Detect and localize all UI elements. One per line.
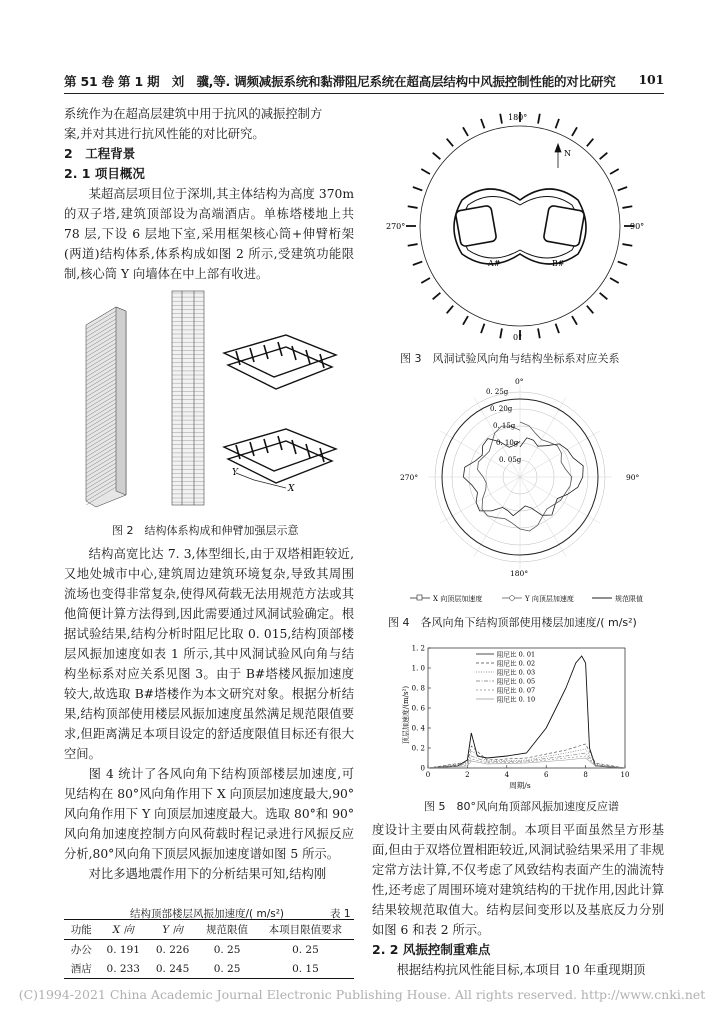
cell: 0. 25 [213,943,241,956]
x-axis-label: 周期/s [509,781,531,790]
label-90: 90° [630,222,645,231]
paragraph-project-overview: 某超高层项目位于深圳,其主体结构为高度 370m 的双子塔,建筑顶部设为高端酒店。单栋塔楼地上共 78 层,下设 6 层地下室,采用框架核心筒+伸臂桁架(两道)结构体系,体系构成如图 2 所示,受建筑功能限制,核心筒 Y 向墙体在中上部有收进。 [64,187,354,281]
building-plan [454,189,586,264]
paragraph-wind-tunnel: 结构高宽比达 7. 3,体型细长,由于双塔相距较近,又地处城市中心,建筑周边建筑环境复杂,导致其周围流场也变得非常复杂,使得风荷载无法用规范方法或其他简便计算方法得到,因此需要通过风洞试验确定。根据试验结果,结构分析时阻尼比取 0. 015,结构顶部楼层风振加速度如表 1 所示,其中风洞试验风向角与结构坐标系对应关系见图 3。由于 B#塔楼风振加速度较大,故选取 B#塔楼作为本文研究对象。根据分析结果,结构顶部使用楼层风振加速度虽然满足规范限值要求,但距离满足本项目设定的舒适度限值目标还有很大空间。 [64,547,354,761]
intro-line-1: 系统作为在超高层建筑中用于抗风的减振控制方 [64,107,323,121]
direction-arrow [433,293,441,299]
x-tick-label: 0 [425,771,431,779]
paragraph-continued: 度设计主要由风荷载控制。本项目平面虽然呈方形基面,但由于双塔位置相距较近,风洞试验结果采用了非规定常方法计算,不仅考虑了风致结构表面产生的湍流特性,还考虑了周围环境对建筑结构的干扰作用,因此计算结果较规范取值大。结构层间变形以及基底反力分别如图 6 和表 2 所示。 [372,823,664,937]
tower-3d-view [86,307,126,507]
angle-label-180: 180° [510,569,529,578]
direction-arrow [421,278,430,283]
radial-tick: 0. 05g [499,456,522,464]
section-2-heading: 2 工程背景 [64,146,136,161]
direction-arrow [463,127,468,136]
direction-arrow [481,119,484,128]
paragraph-seismic: 对比多遇地震作用下的分析结果可知,结构刚 [88,867,327,881]
table-1-label: 表 1 [330,908,351,920]
axis-x-label: X [288,484,295,494]
cell: 0. 191 [106,943,140,956]
direction-arrow [500,114,502,124]
left-column-bottom [64,544,354,884]
col-y: Y 向 [162,924,183,936]
direction-arrow [413,187,422,190]
running-title: 第 51 卷 第 1 期 刘 骥,等. 调频减振系统和黏滞阻尼系统在超高层结构中风振控制性能的对比研究 [64,74,616,89]
legend-label: 阻尼比 0. 02 [497,659,536,668]
axis-y-label: Y [232,468,238,478]
direction-arrow [587,306,593,314]
left-column-top [64,104,354,284]
direction-arrow [622,206,632,208]
cell: 酒店 [70,963,92,975]
radial-tick: 0. 25g [486,388,509,396]
label-tower-b: B# [552,259,565,268]
cell: 0. 25 [292,943,319,956]
direction-arrow [572,127,577,136]
series-line [428,758,625,768]
radial-tick: 0. 15g [493,422,516,430]
intro-line-2: 案,并对其进行抗风性能的对比研究。 [64,127,265,141]
table-1 [64,919,354,979]
x-tick-label: 10 [620,771,630,779]
figure-4-polar [380,372,670,612]
header-rule [64,93,664,94]
figure-5-spectrum [400,640,640,790]
direction-arrow [421,169,430,174]
series-x-acceleration [463,438,583,516]
legend-label: 阻尼比 0. 10 [497,695,536,704]
chart-legend [476,650,535,704]
angle-label-270: 270° [400,473,419,482]
polar-grid [428,385,612,569]
direction-arrow [610,278,619,283]
figure-4-legend [410,594,643,603]
col-code-limit: 规范限值 [206,924,249,936]
table-row [64,940,354,960]
legend-label: 阻尼比 0. 03 [497,668,536,677]
north-label: N [564,149,571,158]
y-tick-label: 0. 2 [411,744,425,753]
y-tick-label: 0. 4 [411,724,425,733]
cell: 办公 [70,944,92,956]
direction-arrow [587,139,593,147]
y-tick-label: 0. 6 [411,704,425,713]
direction-arrow [433,153,441,159]
direction-arrow [618,187,627,190]
figure-3-caption: 图 3 风洞试验风向角与结构坐标系对应关系 [400,352,620,365]
direction-arrow [538,328,540,338]
direction-arrows [406,112,634,340]
cell: 0. 245 [155,962,190,975]
direction-arrow [618,262,627,265]
col-function: 功能 [70,924,92,936]
cell: 0. 25 [213,962,241,975]
x-tick-label: 6 [543,771,549,779]
series-line [428,744,625,768]
figure-2-structure [64,285,354,515]
section-2-2-heading: 2. 2 风振控制重难点 [372,942,491,957]
angle-label-90: 90° [626,473,640,482]
y-tick-label: 0 [420,764,425,773]
direction-arrow [408,206,418,208]
page-number: 101 [638,72,664,87]
direction-arrow [622,244,632,246]
y-tick-label: 0. 8 [411,684,425,693]
legend-x: X 向顶层加速度 [433,595,483,603]
direction-circle [420,126,620,326]
truss-member [292,440,296,454]
x-tick-label: 8 [583,771,588,779]
paragraph-performance-target: 根据结构抗风性能目标,本项目 10 年重现期顶 [396,963,646,977]
y-axis-label: 顶层加速度/(m/s²) [402,685,410,745]
direction-arrow [408,244,418,246]
cell: 0. 233 [106,962,140,975]
y-tick-label: 1. 2 [411,644,425,653]
col-x: X 向 [112,924,134,936]
direction-arrow [610,169,619,174]
direction-arrow [556,324,559,333]
direction-arrow [413,262,422,265]
label-0: 0° [513,333,523,342]
table-row [64,959,354,979]
label-180: 180° [508,113,528,122]
table-header-row [64,920,354,940]
y-tick-label: 1. 0 [411,664,425,673]
truss-member [250,348,254,362]
north-arrow [555,144,561,168]
label-270: 270° [386,222,406,231]
truss-member [264,439,268,453]
cell: 0. 226 [155,943,190,956]
direction-arrow [572,316,577,325]
direction-arrow [556,119,559,128]
angle-label-0: 0° [515,377,524,386]
radial-tick: 0. 20g [490,405,513,413]
table-1-title: 结构顶部楼层风振加速度/( m/s²) [130,908,285,920]
figure-4-caption: 图 4 各风向角下结构顶部使用楼层加速度/( m/s²) [388,616,637,629]
figure-5-caption: 图 5 80°风向角顶部风振加速度反应谱 [424,800,619,813]
direction-arrow [463,316,468,325]
copyright-footer: (C)1994-2021 China Academic Journal Electronic Publishing House. All rights reserved. http://www.cnki.net [18,987,706,1002]
tower-elevation-view [172,291,204,505]
truss-member [264,345,268,359]
direction-arrow [600,153,608,159]
direction-arrow [447,139,453,147]
legend-label: 阻尼比 0. 01 [497,650,536,659]
direction-arrow [538,114,540,124]
right-column-bottom [372,820,664,980]
outrigger-upper [224,335,336,389]
direction-arrow [600,293,608,299]
figure-2-caption: 图 2 结构体系构成和伸臂加强层示意 [112,524,299,537]
col-project-limit: 本项目限值要求 [268,924,343,936]
direction-arrow [500,328,502,338]
cell: 0. 15 [292,962,319,975]
series-y-acceleration [478,422,572,531]
paragraph-figure4-summary: 图 4 统计了各风向角下结构顶部楼层加速度,可见结构在 80°风向角作用下 X 向顶层加速度最大,90°风向角作用下 Y 向顶层加速度最大。选取 80°和 90°风向角加速度控制方向风荷载时程记录进行风振反应分析,80°风向角下顶层风振加速度谱如图 5 所示。 [64,767,354,861]
x-tick-label: 2 [465,771,470,779]
label-tower-a: A# [488,259,501,268]
x-tick-label: 4 [504,771,510,779]
legend-limit: 规范限值 [615,595,643,603]
truss-member [292,346,296,360]
truss-member [250,442,254,456]
running-header [64,72,664,90]
legend-y: Y 向顶层加速度 [525,595,574,603]
legend-label: 阻尼比 0. 07 [497,686,536,695]
legend-label: 阻尼比 0. 05 [497,677,536,686]
radial-tick: 0. 10g [496,439,519,447]
section-2-1-heading: 2. 1 项目概况 [64,166,145,181]
direction-arrow [447,306,453,314]
direction-arrow [481,324,484,333]
figure-3-wind-direction [380,108,660,344]
